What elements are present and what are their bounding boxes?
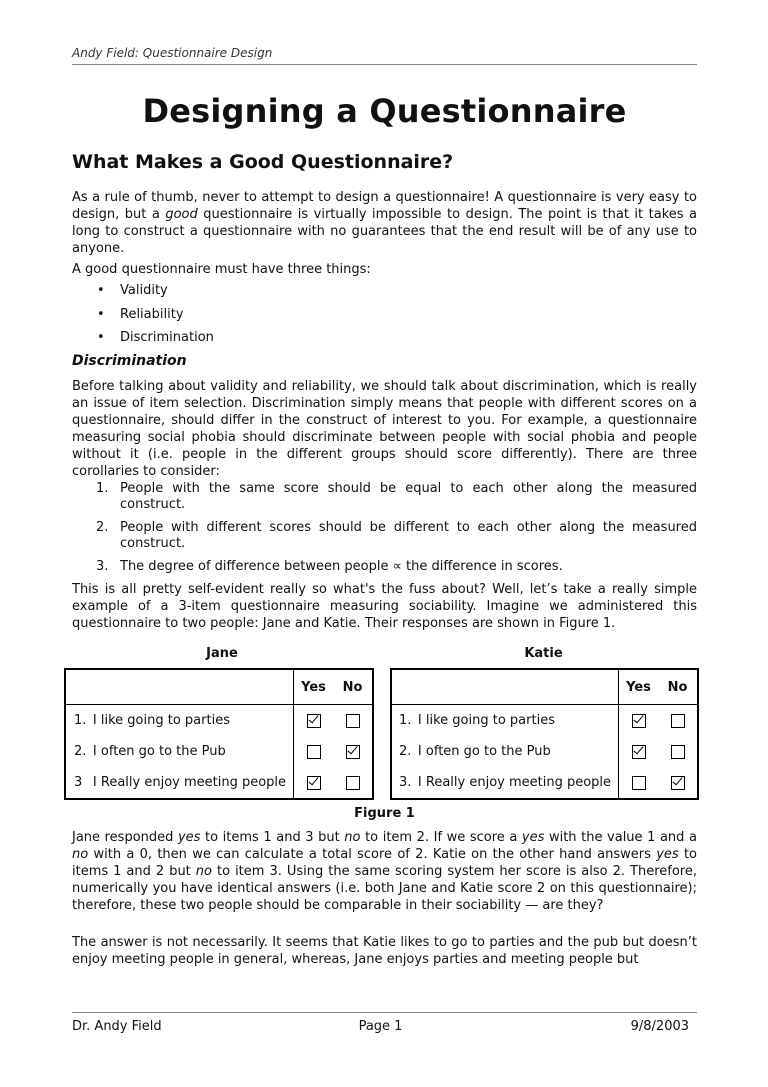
item-number: 3. <box>399 775 412 790</box>
page-footer <box>72 1012 697 1034</box>
table-header-row <box>65 669 373 705</box>
no-checkbox[interactable] <box>346 776 360 790</box>
no-checkbox[interactable] <box>671 745 685 759</box>
emphasis-text: yes <box>521 830 545 845</box>
intro-text-a: As a rule of thumb, never to attempt to design a questionnaire! A questionnaire is very easy to design, but a <box>72 190 697 222</box>
item-number: 3 <box>74 775 83 790</box>
running-header: Andy Field: Questionnaire Design <box>72 46 697 65</box>
yes-checkbox[interactable] <box>632 714 646 728</box>
item-text: I like going to parties <box>92 713 230 728</box>
no-column-header: No <box>658 669 698 705</box>
yes-checkbox[interactable] <box>632 776 646 790</box>
item-text: I often go to the Pub <box>417 744 551 759</box>
table-row <box>391 705 698 737</box>
item-text: I often go to the Pub <box>92 744 226 759</box>
yes-column-header: Yes <box>618 669 658 705</box>
requirements-intro: A good questionnaire must have three things: <box>72 262 371 277</box>
emphasis-text: no <box>344 830 361 845</box>
list-item <box>72 520 697 552</box>
list-text: The degree of difference between people ∝ the difference in scores. <box>120 559 563 574</box>
emphasis-text: yes <box>656 847 679 862</box>
no-checkbox[interactable] <box>671 776 685 790</box>
document-page <box>72 0 697 1087</box>
intro-emphasis: good <box>165 207 198 222</box>
table-row <box>65 767 373 799</box>
figure-caption: Figure 1 <box>354 806 415 821</box>
list-number: 1. <box>96 481 109 496</box>
list-number: 2. <box>96 520 109 535</box>
list-item <box>72 481 697 513</box>
emphasis-text: yes <box>177 830 201 845</box>
table-row <box>65 736 373 767</box>
yes-checkbox[interactable] <box>307 776 321 790</box>
document-title: Designing a Questionnaire <box>142 92 627 130</box>
no-checkbox[interactable] <box>671 714 685 728</box>
paragraph-text: to item 2. If we score a <box>360 830 522 845</box>
section-heading: What Makes a Good Questionnaire? <box>72 151 454 173</box>
katie-response-table <box>390 668 699 800</box>
emphasis-text: no <box>72 847 89 862</box>
footer-date: 9/8/2003 <box>630 1019 690 1034</box>
list-text: People with different scores should be different to each other along the measured construct. <box>120 520 697 551</box>
no-column-header: No <box>333 669 373 705</box>
item-text: I like going to parties <box>417 713 555 728</box>
list-item: • Validity <box>72 283 214 307</box>
list-item: • Reliability <box>72 307 214 331</box>
example-paragraph: This is all pretty self-evident really so what's the fuss about? Well, let’s take a really simple example of a 3-item questionnaire measuring sociability. Imagine we administered this questionnaire to two people: Jane and Katie. Their responses are shown in Figure 1. <box>72 582 697 631</box>
paragraph-text: Jane responded <box>72 830 178 845</box>
emphasis-text: no <box>195 864 212 879</box>
list-item <box>72 559 697 575</box>
item-number: 2. <box>399 744 412 759</box>
corollary-list <box>72 481 697 582</box>
katie-column-title: Katie <box>524 646 563 661</box>
list-text: People with the same score should be equal to each other along the measured construct. <box>120 481 697 512</box>
item-number: 1. <box>74 713 87 728</box>
requirements-list <box>72 283 214 354</box>
item-number: 1. <box>399 713 412 728</box>
table-row <box>391 736 698 767</box>
paragraph-text: to item 3. Using the same scoring system her score is also 2. Therefore, numerically you have identical answers (i.e. both Jane and Katie score 2 on this questionnaire); therefore, these two people should be comparable in their sociability — are they? <box>72 864 697 913</box>
conclusion-paragraph: The answer is not necessarily. It seems that Katie likes to go to parties and the pub but doesn’t enjoy meeting people in general, whereas, Jane enjoys parties and meeting people but <box>72 935 697 967</box>
intro-paragraph <box>72 189 697 257</box>
yes-column-header: Yes <box>293 669 333 705</box>
yes-checkbox[interactable] <box>632 745 646 759</box>
paragraph-text: to items 1 and 2 but <box>72 847 698 879</box>
jane-column-title: Jane <box>206 646 238 661</box>
paragraph-text: with the value 1 and a <box>544 830 697 845</box>
discrimination-paragraph: Before talking about validity and reliability, we should talk about discrimination, which is really an issue of item selection. Discrimination simply means that people with different scores on a questionnaire, should differ in the construct of interest to you. For example, a questionnaire measuring social phobia should discriminate between people with social phobia and people without it (i.e. people in the different groups should score differently). There are three corollaries to consider: <box>72 379 697 479</box>
no-checkbox[interactable] <box>346 714 360 728</box>
list-item: • Discrimination <box>72 330 214 354</box>
intro-text-b: questionnaire is virtually impossible to design. The point is that it takes a long to construct a questionnaire with no guarantees that the end result will be of any use to anyone. <box>72 207 697 256</box>
no-checkbox[interactable] <box>346 745 360 759</box>
footer-page-number: Page 1 <box>358 1019 403 1034</box>
footer-author: Dr. Andy Field <box>72 1019 162 1034</box>
item-text: I Really enjoy meeting people <box>92 775 287 790</box>
table-row <box>65 705 373 737</box>
paragraph-text: to items 1 and 3 but <box>200 830 345 845</box>
subsection-heading: Discrimination <box>72 353 187 369</box>
list-number: 3. <box>96 559 109 574</box>
item-text: I Really enjoy meeting people <box>417 775 612 790</box>
paragraph-text: with a 0, then we can calculate a total score of 2. Katie on the other hand answers <box>88 847 657 862</box>
yes-checkbox[interactable] <box>307 745 321 759</box>
yes-checkbox[interactable] <box>307 714 321 728</box>
table-header-row <box>391 669 698 705</box>
item-number: 2. <box>74 744 87 759</box>
table-row <box>391 767 698 799</box>
jane-response-table <box>64 668 374 800</box>
analysis-paragraph <box>72 829 697 914</box>
